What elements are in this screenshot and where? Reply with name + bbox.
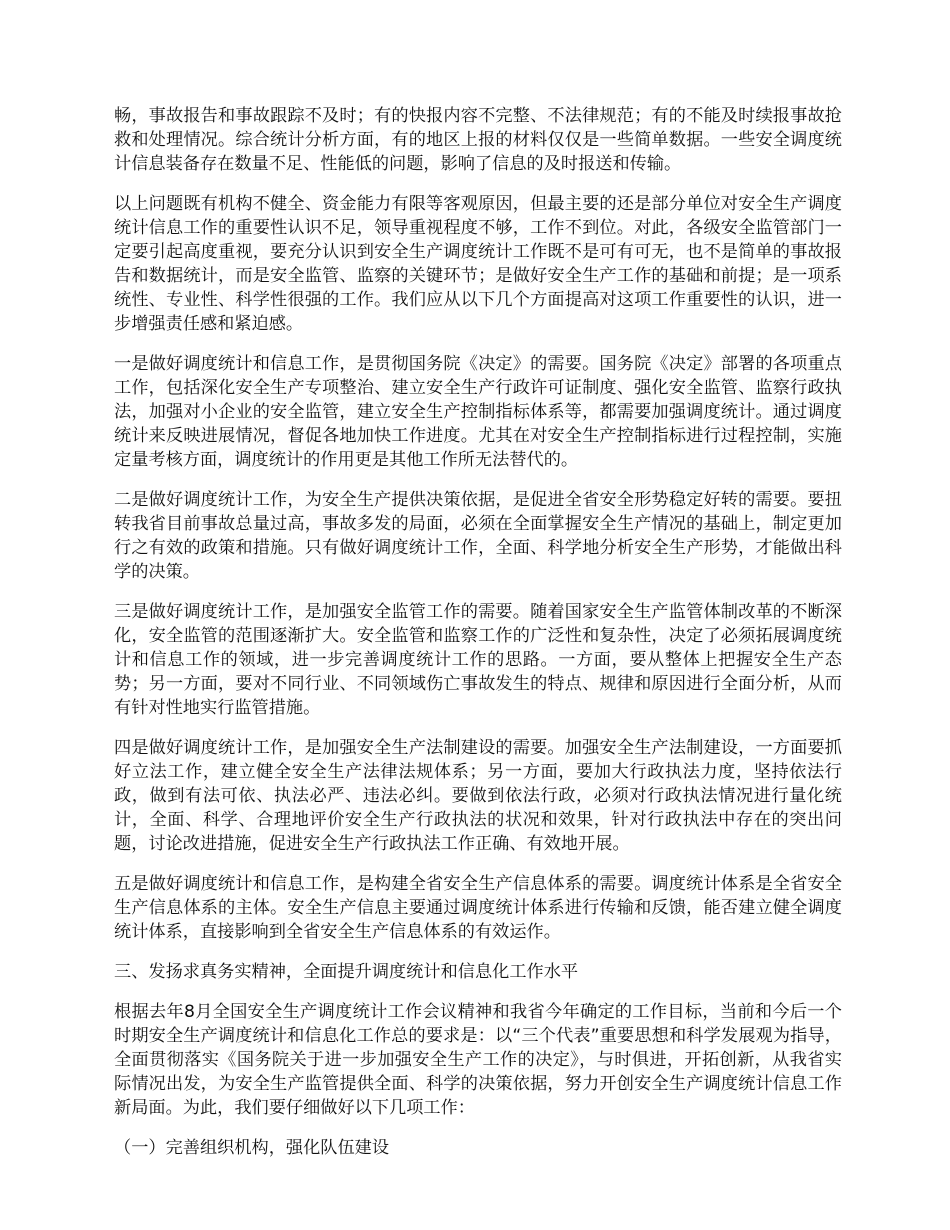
- paragraph-continuation: 畅，事故报告和事故跟踪不及时；有的快报内容不完整、不法律规范；有的不能及时续报事故抢救和处理情况。综合统计分析方面，有的地区上报的材料仅仅是一些简单数据。一些安全调度统计信息装备存在数量不足、性能低的问题，影响了信息的及时报送和传输。: [114, 106, 842, 174]
- paragraph-point-two: 二是做好调度统计工作，为安全生产提供决策依据，是促进全省安全形势稳定好转的需要。要扭转我省目前事故总量过高，事故多发的局面，必须在全面掌握安全生产情况的基础上，制定更加行之有效的政策和措施。只有做好调度统计工作，全面、科学地分析安全生产形势，才能做出科学的决策。: [114, 490, 842, 582]
- paragraph-requirements: 根据去年8月全国安全生产调度统计工作会议精神和我省今年确定的工作目标，当前和今后一个时期安全生产调度统计和信息化工作总的要求是：以“三个代表”重要思想和科学发展观为指导，全面贯彻落实《国务院关于进一步加强安全生产工作的决定》，与时俱进，开拓创新，从我省实际情况出发，为安全生产监管提供全面、科学的决策依据，努力开创安全生产调度统计信息工作新局面。为此，我们要仔细做好以下几项工作：: [114, 1002, 842, 1118]
- paragraph-point-five: 五是做好调度统计和信息工作，是构建全省安全生产信息体系的需要。调度统计体系是全省安全生产信息体系的主体。安全生产信息主要通过调度统计体系进行传输和反馈，能否建立健全调度统计体系，直接影响到全省安全生产信息体系的有效运作。: [114, 874, 842, 942]
- document-body: [114, 104, 842, 1176]
- paragraph-point-four: 四是做好调度统计工作，是加强安全生产法制建设的需要。加强安全生产法制建设，一方面要抓好立法工作，建立健全安全生产法律法规体系；另一方面，要加大行政执法力度，坚持依法行政，做到有法可依、执法必严、违法必纠。要做到依法行政，必须对行政执法情况进行量化统计，全面、科学、合理地评价安全生产行政执法的状况和效果，针对行政执法中存在的突出问题，讨论改进措施，促进安全生产行政执法工作正确、有效地开展。: [114, 738, 842, 854]
- paragraph-problems-summary: 以上问题既有机构不健全、资金能力有限等客观原因，但最主要的还是部分单位对安全生产调度统计信息工作的重要性认识不足，领导重视程度不够，工作不到位。对此，各级安全监管部门一定要引起高度重视，要充分认识到安全生产调度统计工作既不是可有可无，也不是简单的事故报告和数据统计，而是安全监管、监察的关键环节；是做好安全生产工作的基础和前提；是一项系统性、专业性、科学性很强的工作。我们应从以下几个方面提高对这项工作重要性的认识，进一步增强责任感和紧迫感。: [114, 194, 842, 334]
- paragraph-point-three: 三是做好调度统计工作，是加强安全监管工作的需要。随着国家安全生产监管体制改革的不断深化，安全监管的范围逐渐扩大。安全监管和监察工作的广泛性和复杂性，决定了必须拓展调度统计和信息工作的领域，进一步完善调度统计工作的思路。一方面，要从整体上把握安全生产态势；另一方面，要对不同行业、不同领域伤亡事故发生的特点、规律和原因进行全面分析，从而有针对性地实行监管措施。: [114, 602, 842, 718]
- subsection-heading-one: （一）完善组织机构，强化队伍建设: [114, 1138, 390, 1158]
- paragraph-point-one: 一是做好调度统计和信息工作，是贯彻国务院《决定》的需要。国务院《决定》部署的各项重点工作，包括深化安全生产专项整治、建立安全生产行政许可证制度、强化安全监管、监察行政执法，加强对小企业的安全监管，建立安全生产控制指标体系等，都需要加强调度统计。通过调度统计来反映进展情况，督促各地加快工作进度。尤其在对安全生产控制指标进行过程控制，实施定量考核方面，调度统计的作用更是其他工作所无法替代的。: [114, 354, 842, 470]
- section-heading-three: 三、发扬求真务实精神，全面提升调度统计和信息化工作水平: [114, 962, 579, 982]
